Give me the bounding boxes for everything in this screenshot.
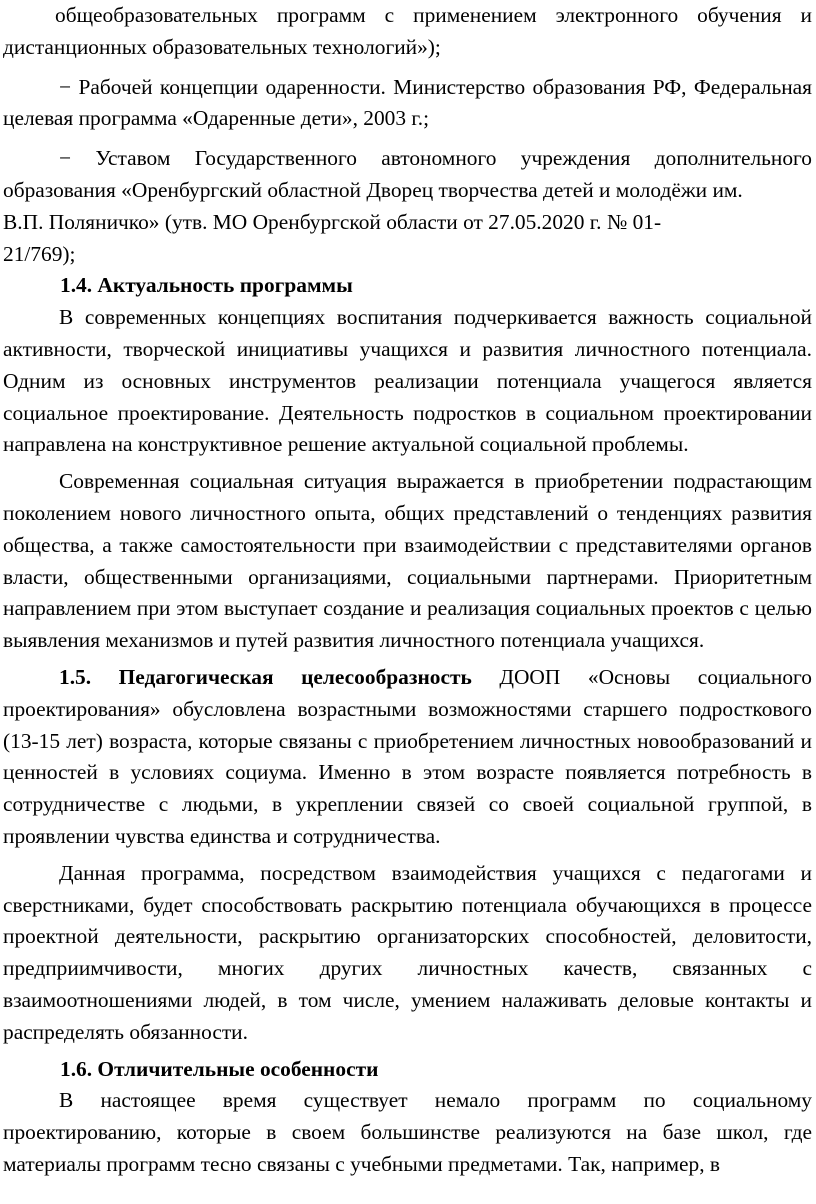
pedagogical-expediency-text: ДООП «Основы социального проектирования» обусловлена возрастными возможностями старшего подросткового (13-15 лет) возраста, которые связаны с приобретением личностных новообразований и ценностей в условиях социума. Именно в этом возрасте появляется потребность в сотрудничестве с людьми, в укреплении связей со своей социальной группой, в проявлении чувства единства и сотрудничества. bbox=[3, 664, 812, 848]
heading-distinctive-features: 1.6. Отличительные особенности bbox=[60, 1056, 379, 1081]
heading-relevance: 1.4. Актуальность программы bbox=[60, 273, 353, 298]
list-item-giftedness-concept: − Рабочей концепции одаренности. Министерство образования РФ, Федеральная целевая программа «Одаренные дети», 2003 г.; bbox=[3, 74, 812, 131]
charter-text-line-2: В.П. Поляничко» (утв. МО Оренбургской области от 27.05.2020 г. № 01- bbox=[3, 209, 662, 234]
charter-text-line-3: 21/769); bbox=[3, 241, 76, 266]
paragraph-continuation: общеобразовательных программ с применением электронного обучения и дистанционных образовательных технологий»); bbox=[3, 3, 812, 59]
heading-pedagogical-expediency: 1.5. Педагогическая целесообразность bbox=[59, 664, 472, 689]
charter-text-line-1: − Уставом Государственного автономного учреждения дополнительного образования «Оренбургский областной Дворец творчества детей и молодёжи им. bbox=[3, 146, 812, 202]
paragraph-program-description: Данная программа, посредством взаимодействия учащихся с педагогами и сверстниками, будет способствовать раскрытию потенциала обучающихся в процессе проектной деятельности, раскрытию организаторских способностей, деловитости, предприимчивости, многих других личностных качеств, связанных с взаимоотношениями людей, в том числе, умением налаживать деловые контакты и распределять обязанности. bbox=[3, 860, 812, 1044]
paragraph-social-situation: Современная социальная ситуация выражается в приобретении подрастающим поколением нового личностного опыта, общих представлений о тенденциях развития общества, а также самостоятельности при взаимодействии с представителями органов власти, общественными организациями, социальными партнерами. Приоритетным направлением при этом выступает создание и реализация социальных проектов с целью выявления механизмов и путей развития личностного потенциала учащихся. bbox=[3, 469, 812, 653]
paragraph-relevance: В современных концепциях воспитания подчеркивается важность социальной активности, творческой инициативы учащихся и развития личностного потенциала. Одним из основных инструментов реализации потенциала учащегося является социальное проектирование. Деятельность подростков в социальном проектировании направлена на конструктивное решение актуальной социальной проблемы. bbox=[3, 305, 812, 457]
paragraph-distinctive-features: В настоящее время существует немало программ по социальному проектированию, которые в своем большинстве реализуются на базе школ, где материалы программ тесно связаны с учебными предметами. Так, например, в bbox=[3, 1088, 812, 1176]
paragraph-pedagogical-expediency bbox=[3, 662, 812, 853]
list-item-charter bbox=[3, 143, 812, 270]
